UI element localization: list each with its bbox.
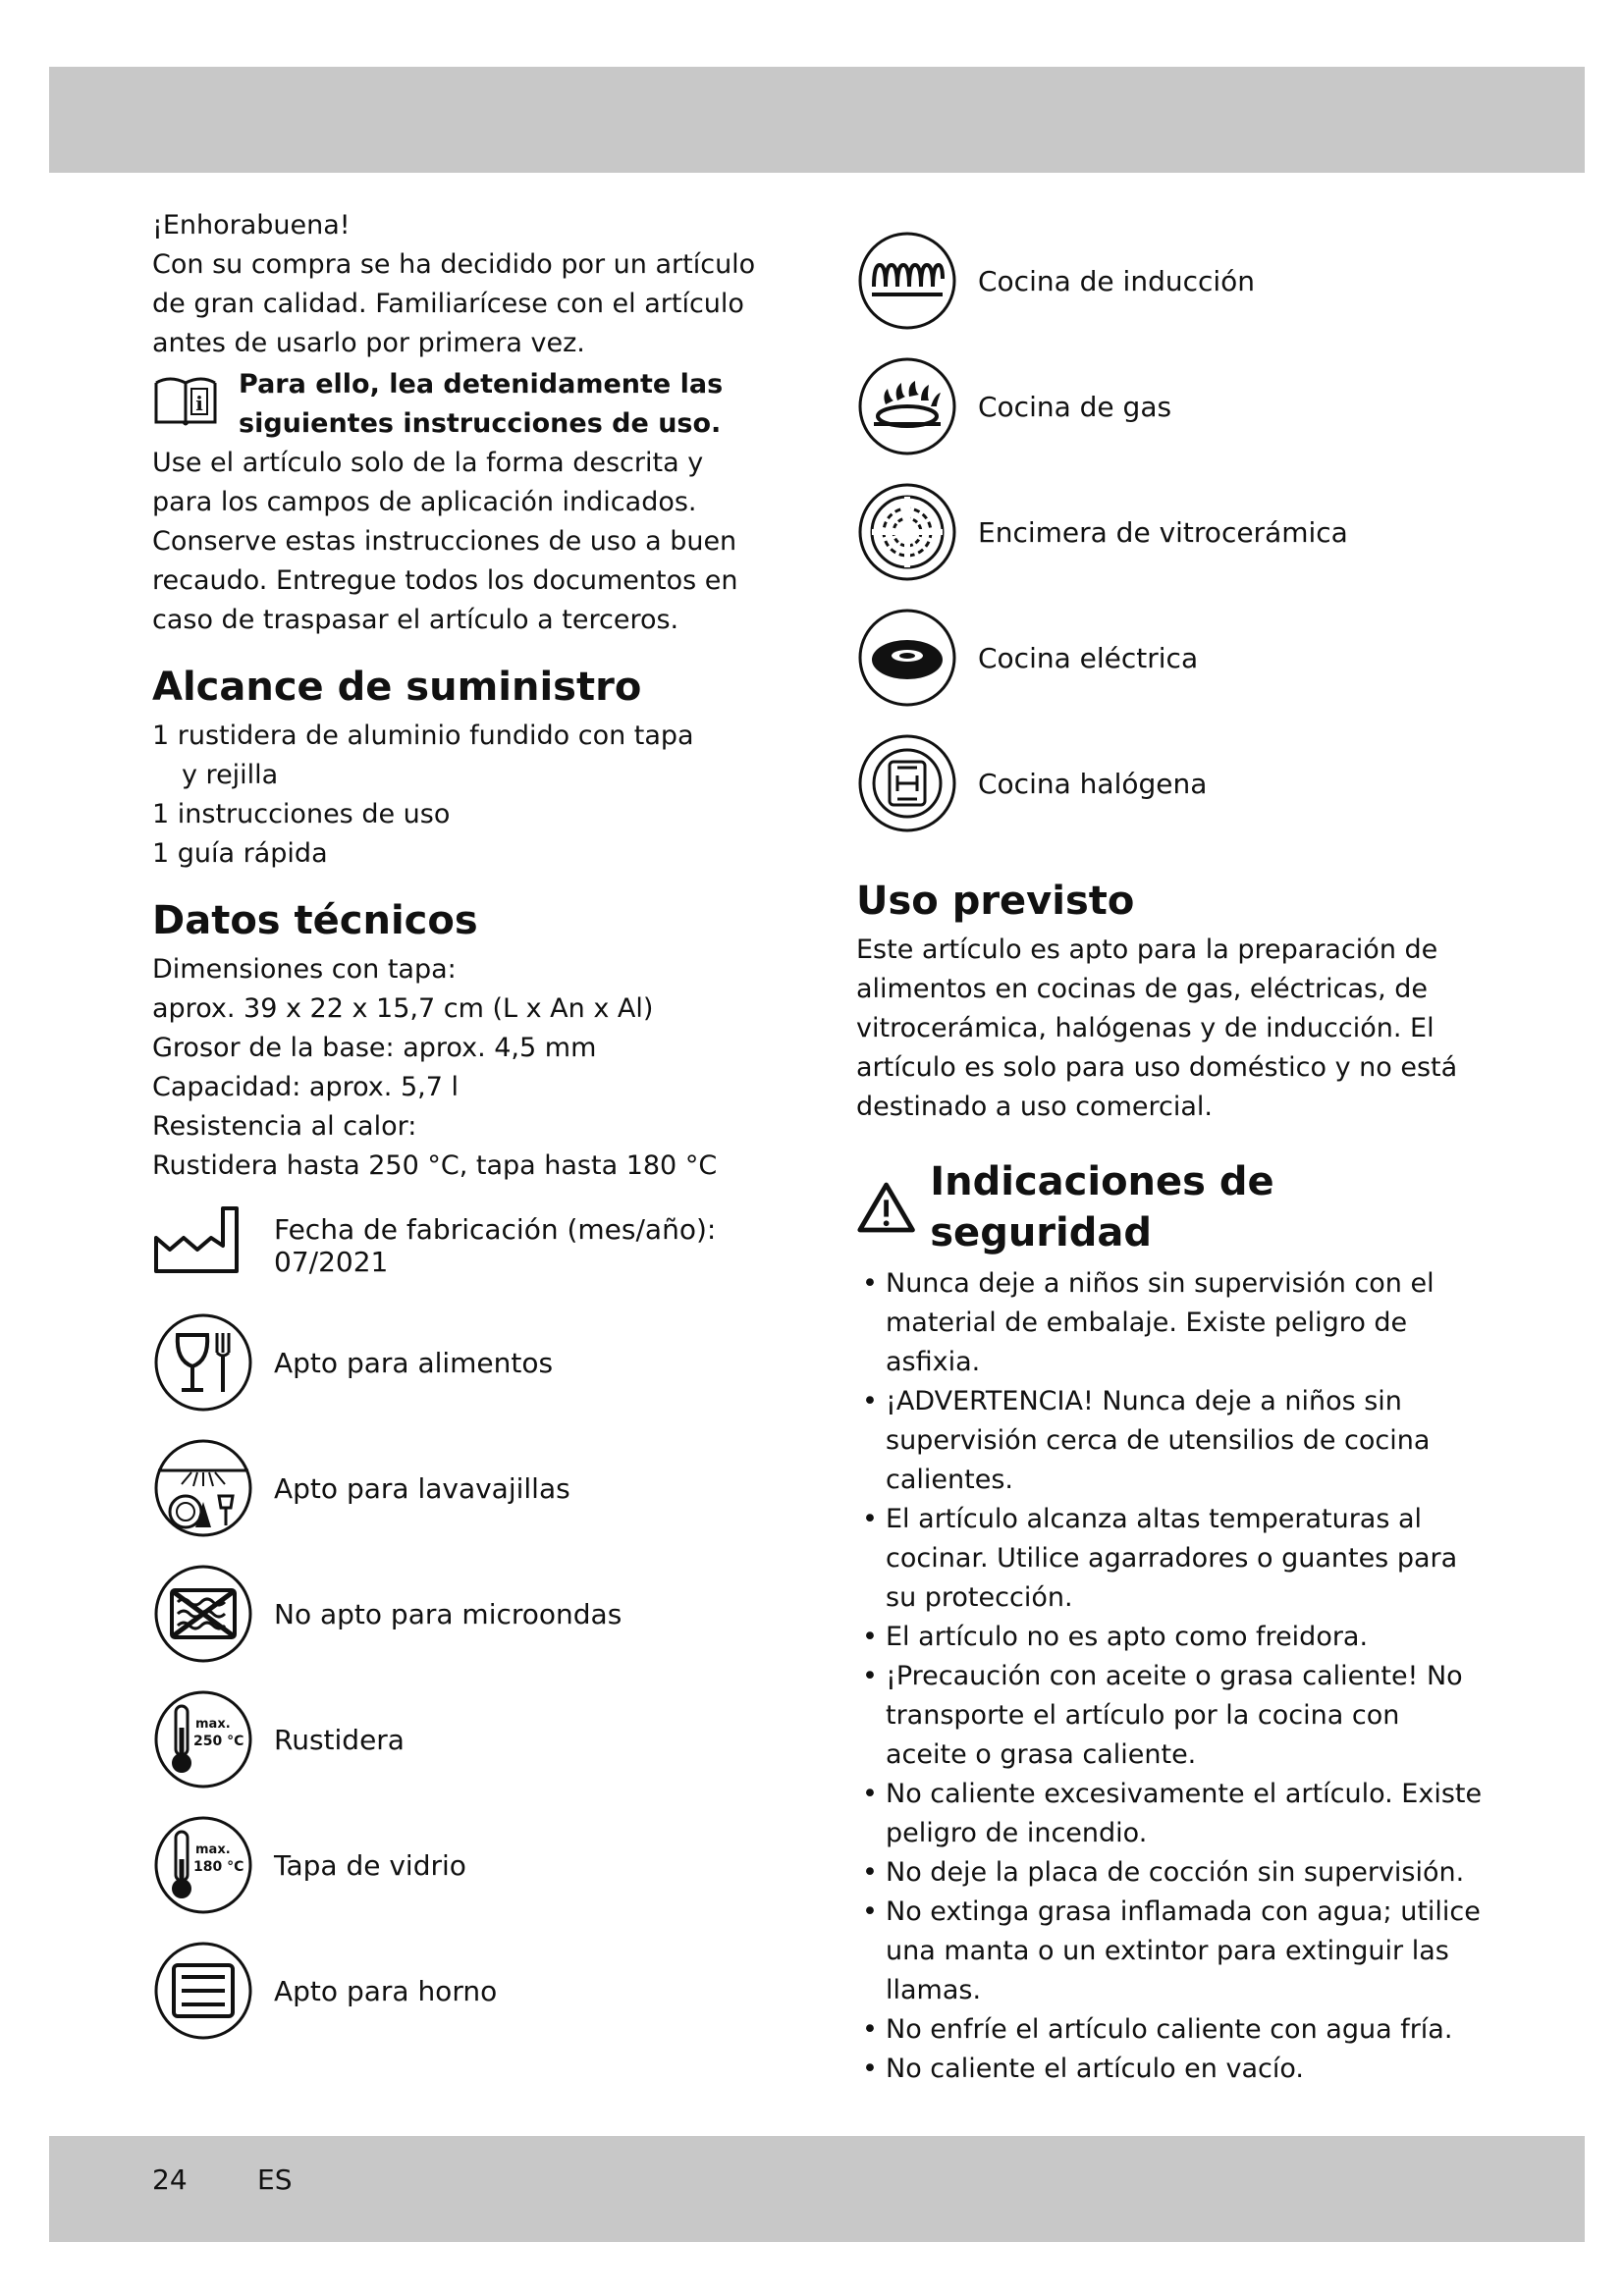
electric-row [856, 595, 1485, 721]
microwave-row [152, 1551, 761, 1677]
roaster-label: Rustidera [274, 1723, 405, 1756]
intro-text: Con su compra se ha decidido por un artículo de gran calidad. Familiarícese con el artículo antes de usarlo por primera vez. [152, 249, 756, 358]
gas-label: Cocina de gas [978, 390, 1172, 423]
oven-label: Apto para horno [274, 1974, 498, 2007]
scope-item: y rejilla [182, 760, 279, 790]
thermometer-icon [152, 1688, 254, 1790]
manufacture-date: 07/2021 [274, 1246, 389, 1278]
usage-note: Use el artículo solo de la forma descrita y para los campos de aplicación indicados. Conserve estas instrucciones de uso a buen recaudo. Entregue todos los documentos en caso de traspasar el artículo a terceros. [152, 448, 738, 635]
page-number: 24 [152, 2163, 188, 2196]
food-safe-row [152, 1300, 761, 1425]
right-column [856, 218, 1485, 2089]
scope-heading: Alcance de suministro [152, 665, 642, 710]
food-safe-label: Apto para alimentos [274, 1346, 554, 1379]
safety-heading-row [856, 1156, 1485, 1258]
lid-temp-label: 180 °C [193, 1859, 244, 1875]
safety-item: • El artículo alcanza altas temperaturas al cocinar. Utilice agarradores o guantes para su protección. [856, 1500, 1485, 1618]
halogen-label: Cocina halógena [978, 767, 1208, 800]
tech-line: Grosor de la base: aprox. 4,5 mm [152, 1033, 597, 1063]
scope-item: 1 instrucciones de uso [152, 799, 451, 829]
electric-plate-icon [856, 607, 958, 709]
microwave-label: No apto para microondas [274, 1597, 623, 1630]
electric-label: Cocina eléctrica [978, 641, 1199, 674]
thermometer-icon [152, 1814, 254, 1916]
lid-max-label: max. [195, 1842, 231, 1857]
gas-burner-icon [856, 355, 958, 457]
glass-fork-icon [152, 1311, 254, 1414]
roaster-max-label: max. [195, 1717, 231, 1732]
intended-use-heading: Uso previsto [856, 879, 1135, 924]
gas-row [856, 344, 1485, 469]
factory-icon [152, 1195, 254, 1297]
svg-text:i: i [195, 392, 203, 415]
info-note [152, 365, 761, 444]
halogen-hob-icon [856, 732, 958, 834]
safety-heading: Indicaciones de seguridad [930, 1159, 1274, 1255]
oven-row [152, 1928, 761, 2054]
halogen-row [856, 721, 1485, 846]
scope-list [152, 717, 761, 874]
tech-heading: Datos técnicos [152, 898, 478, 943]
ceramic-label: Encimera de vitrocerámica [978, 515, 1348, 549]
tech-line: Capacidad: aprox. 5,7 l [152, 1072, 459, 1102]
greeting: ¡Enhorabuena! [152, 210, 351, 240]
roaster-temp-row [152, 1677, 761, 1802]
safety-item: • ¡Precaución con aceite o grasa caliente! No transporte el artículo por la cocina con aceite o grasa caliente. [856, 1657, 1485, 1775]
dishwasher-row [152, 1425, 761, 1551]
safety-item: • No enfríe el artículo caliente con agua fría. [856, 2010, 1485, 2050]
tech-line: Resistencia al calor: [152, 1111, 417, 1142]
dishwasher-icon [152, 1437, 254, 1539]
manufacture-text [274, 1213, 716, 1278]
header-band [49, 67, 1585, 173]
lid-temp-row [152, 1802, 761, 1928]
induction-label: Cocina de inducción [978, 264, 1256, 297]
safety-item: • El artículo no es apto como freidora. [856, 1618, 1485, 1657]
safety-list [856, 1264, 1485, 2089]
warning-triangle-icon [856, 1180, 916, 1235]
induction-row [856, 218, 1485, 344]
roaster-temp-label: 250 °C [193, 1734, 244, 1749]
safety-item: • No caliente el artículo en vacío. [856, 2050, 1485, 2089]
ceramic-hob-icon [856, 481, 958, 583]
tech-list [152, 950, 761, 1186]
scope-item: 1 guía rápida [152, 838, 328, 869]
info-note-text: Para ello, lea detenidamente las siguientes instrucciones de uso. [239, 369, 724, 439]
safety-item: • Nunca deje a niños sin supervisión con el material de embalaje. Existe peligro de asfixia. [856, 1264, 1485, 1382]
safety-item: • No deje la placa de cocción sin supervisión. [856, 1853, 1485, 1893]
intended-use-text: Este artículo es apto para la preparación de alimentos en cocinas de gas, eléctricas, de vitrocerámica, halógenas y de inducción. El artículo es solo para uso doméstico y no está destinado a uso comercial. [856, 934, 1458, 1122]
scope-item: 1 rustidera de aluminio fundido con tapa [152, 721, 694, 751]
manufacture-label: Fecha de fabricación (mes/año): [274, 1213, 717, 1246]
language-code: ES [257, 2163, 293, 2196]
manufacture-row [152, 1192, 761, 1300]
safety-item: • No caliente excesivamente el artículo. Existe peligro de incendio. [856, 1775, 1485, 1853]
ceramic-row [856, 469, 1485, 595]
dishwasher-label: Apto para lavavajillas [274, 1471, 570, 1505]
tech-line: aprox. 39 x 22 x 15,7 cm (L x An x Al) [152, 993, 654, 1024]
safety-item: • ¡ADVERTENCIA! Nunca deje a niños sin supervisión cerca de utensilios de cocina calientes. [856, 1382, 1485, 1500]
info-book-icon [152, 369, 219, 430]
oven-icon [152, 1940, 254, 2042]
tech-line: Rustidera hasta 250 °C, tapa hasta 180 °C [152, 1150, 718, 1181]
left-column [152, 206, 761, 2054]
safety-item: • No extinga grasa inflamada con agua; utilice una manta o un extintor para extinguir las llamas. [856, 1893, 1485, 2010]
tech-line: Dimensiones con tapa: [152, 954, 457, 985]
no-microwave-icon [152, 1563, 254, 1665]
induction-icon [856, 230, 958, 332]
lid-label: Tapa de vidrio [274, 1848, 466, 1882]
